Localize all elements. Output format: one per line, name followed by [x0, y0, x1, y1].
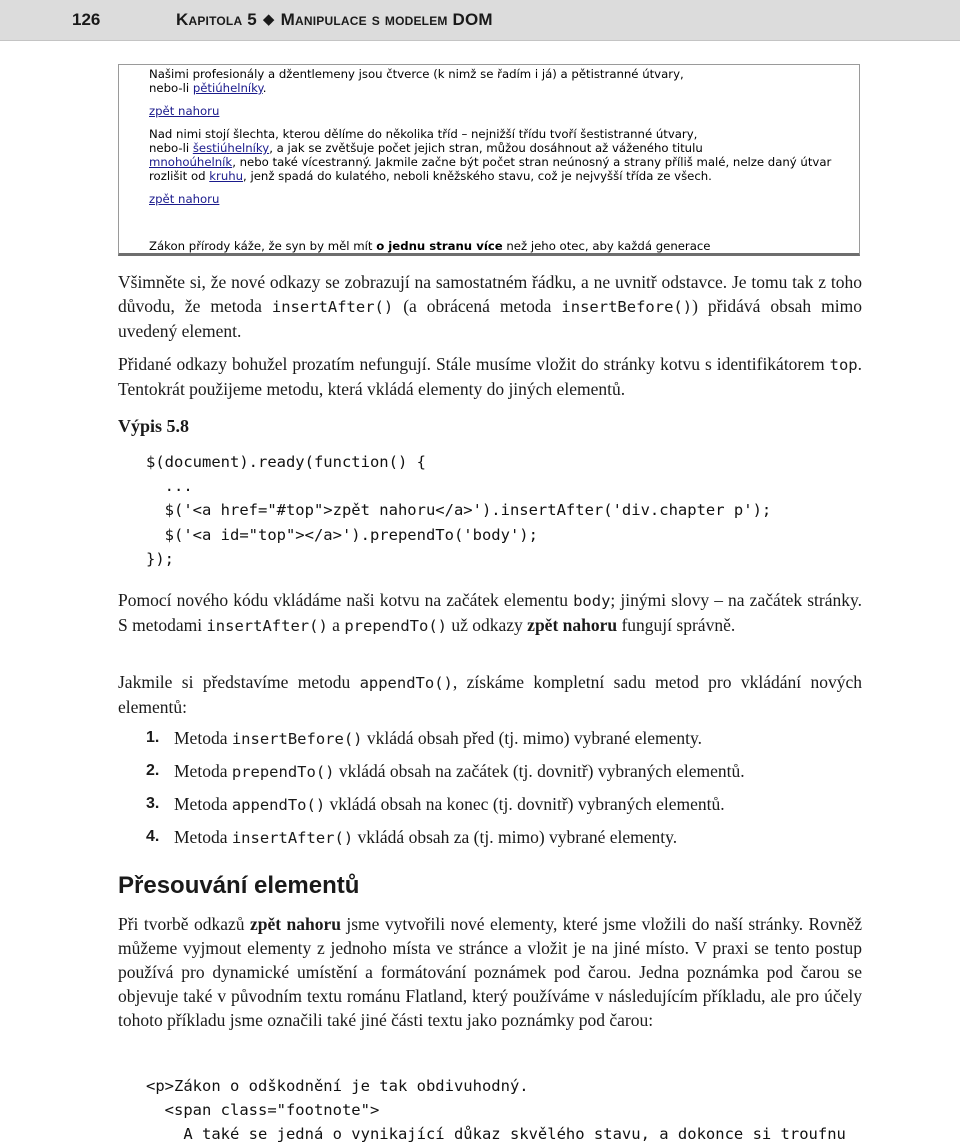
back-to-top-link-2[interactable]: zpět nahoru	[149, 192, 220, 206]
paragraph-3	[118, 588, 862, 638]
chapter-heading	[176, 10, 493, 30]
body-text: . Tentokrát použijeme metodu, která vkládá elementy do jiných elementů.	[118, 354, 862, 399]
body-text: , získáme kompletní sadu metod pro vkládání nových elementů:	[118, 672, 862, 717]
screenshot-paragraph-2	[149, 127, 854, 183]
body-text: a	[327, 615, 345, 635]
inline-code: prependTo()	[344, 617, 447, 635]
link-petiuhelniky[interactable]: pětiúhelníky	[192, 81, 263, 95]
code-listing-2: <p>Zákon o odškodnění je tak obdivuhodný. <span class="footnote"> A také se jedná o vynikající důkaz skvělého stavu, a dokonce si troufnu	[146, 1077, 846, 1144]
inline-code: prependTo()	[231, 763, 335, 781]
bold-text: zpět nahoru	[527, 615, 618, 635]
bold-text: zpět nahoru	[249, 914, 341, 934]
section-heading: Přesouvání elementů	[118, 872, 360, 899]
body-text: Pomocí nového kódu vkládáme naši kotvu na začátek elementu	[118, 590, 574, 610]
inline-code: insertBefore()	[561, 298, 693, 316]
body-text: Přidané odkazy bohužel prozatím nefungují. Stále musíme vložit do stránky kotvu s identifikátorem	[118, 354, 830, 374]
screenshot-paragraph-1	[149, 67, 854, 95]
body-text: Jakmile si představíme metodu	[118, 672, 360, 692]
body-text: už odkazy	[446, 615, 528, 635]
inline-code: appendTo()	[231, 796, 326, 814]
link-mnohouhelnik[interactable]: mnohoúhelník	[149, 155, 233, 169]
screenshot-bold: o jednu stranu více	[376, 239, 503, 253]
paragraph-4	[118, 670, 862, 719]
chapter-label: Kapitola 5	[176, 10, 257, 29]
body-text: vkládá obsah před (tj. mimo) vybrané elementy.	[362, 728, 703, 748]
body-text: vkládá obsah na začátek (tj. dovnitř) vybraných elementů.	[334, 761, 745, 781]
screenshot-text: Nad nimi stojí šlechta, kterou dělíme do několika tříd – nejnižší třídu tvoří šestistranné útvary,	[149, 127, 698, 141]
body-text: Metoda	[174, 728, 232, 748]
screenshot-content	[149, 67, 854, 206]
screenshot-text: Zákon přírody káže, že syn by měl mít	[149, 239, 377, 253]
body-text: ) přidává obsah mimo uvedený element.	[118, 296, 863, 341]
body-text: ; jinými slovy – na začátek stránky. S metodami	[118, 590, 862, 635]
screenshot-text: než jeho otec, aby každá generace	[502, 239, 711, 253]
body-text: jsme vytvořili nové elementy, které jsme vložili do naší stránky. Rovněž můžeme vyjmout elementy z jednoho místa ve stránce a vložit je na jiné místo. V praxi se tento postup používá pro dynamické umístění a formátování poznámek pod čarou. Jedna poznámka pod čarou se objevuje také v původním textu románu Flatland, který používáme v následujícím příkladu, ale pro účely tohoto příkladu jsme označili také jiné části textu jako poznámky pod čarou:	[118, 914, 863, 1030]
chapter-title: Manipulace s modelem DOM	[280, 10, 493, 29]
list-number: 1.	[146, 729, 160, 746]
list-number: 4.	[146, 828, 160, 845]
inline-code: appendTo()	[359, 674, 453, 692]
body-text: (a obrácená metoda	[393, 296, 562, 316]
paragraph-2	[118, 352, 862, 401]
figure-screenshot	[118, 64, 860, 256]
screenshot-text: , jenž spadá do kulatého, neboli kněžského stavu, což je nejvyšší třída ze všech.	[243, 169, 712, 183]
page-number: 126	[72, 10, 101, 29]
screenshot-text: .	[262, 81, 267, 95]
inline-code: insertAfter()	[231, 829, 354, 847]
diamond-icon: ◆	[262, 11, 275, 28]
code-listing: $(document).ready(function() { ... $('<a href="#top">zpět nahoru</a>').insertAfter('div.chapter p'); $('<a id="top"></a>').prependTo('body'); });	[146, 453, 772, 568]
paragraph-5	[118, 912, 862, 1032]
list-number: 2.	[146, 762, 160, 779]
body-text: Metoda	[174, 827, 232, 847]
paragraph-1	[118, 270, 862, 343]
body-text: vkládá obsah na konec (tj. dovnitř) vybraných elementů.	[325, 794, 725, 814]
screenshot-text: , nebo také vícestranný. Jakmile začne být počet stran neúnosný a strany příliš malé, nelze daný útvar rozlišit od	[149, 155, 832, 183]
running-header	[0, 0, 960, 41]
back-to-top-link-1[interactable]: zpět nahoru	[149, 104, 220, 118]
body-text: Metoda	[174, 794, 232, 814]
link-sestiuhelniky[interactable]: šestiúhelníky	[192, 141, 270, 155]
inline-code: body	[573, 592, 611, 610]
list-number: 3.	[146, 795, 160, 812]
listing-title: Výpis 5.8	[118, 416, 190, 436]
inline-code: insertAfter()	[271, 298, 394, 316]
screenshot-text: , a jak se zvětšuje počet jejich stran, můžou dosáhnout až váženého titulu	[269, 141, 703, 155]
inline-code: insertAfter()	[206, 617, 328, 635]
inline-code: insertBefore()	[231, 730, 363, 748]
screenshot-text: nebo-li	[149, 141, 193, 155]
body-text: Všimněte si, že nové odkazy se zobrazují na samostatném řádku, a ne uvnitř odstavce. Je tomu tak z toho důvodu, že metoda	[118, 272, 862, 316]
inline-code: top	[829, 356, 858, 374]
body-text: Metoda	[174, 761, 232, 781]
screenshot-text: nebo-li	[149, 81, 193, 95]
screenshot-bottom-line	[149, 239, 711, 253]
link-kruhu[interactable]: kruhu	[209, 169, 244, 183]
body-text: fungují správně.	[617, 615, 736, 635]
screenshot-text: Našimi profesionály a džentlemeny jsou čtverce (k nimž se řadím i já) a pětistranné útvary,	[149, 67, 684, 81]
body-text: vkládá obsah za (tj. mimo) vybrané elementy.	[353, 827, 678, 847]
body-text: Při tvorbě odkazů	[118, 914, 250, 934]
